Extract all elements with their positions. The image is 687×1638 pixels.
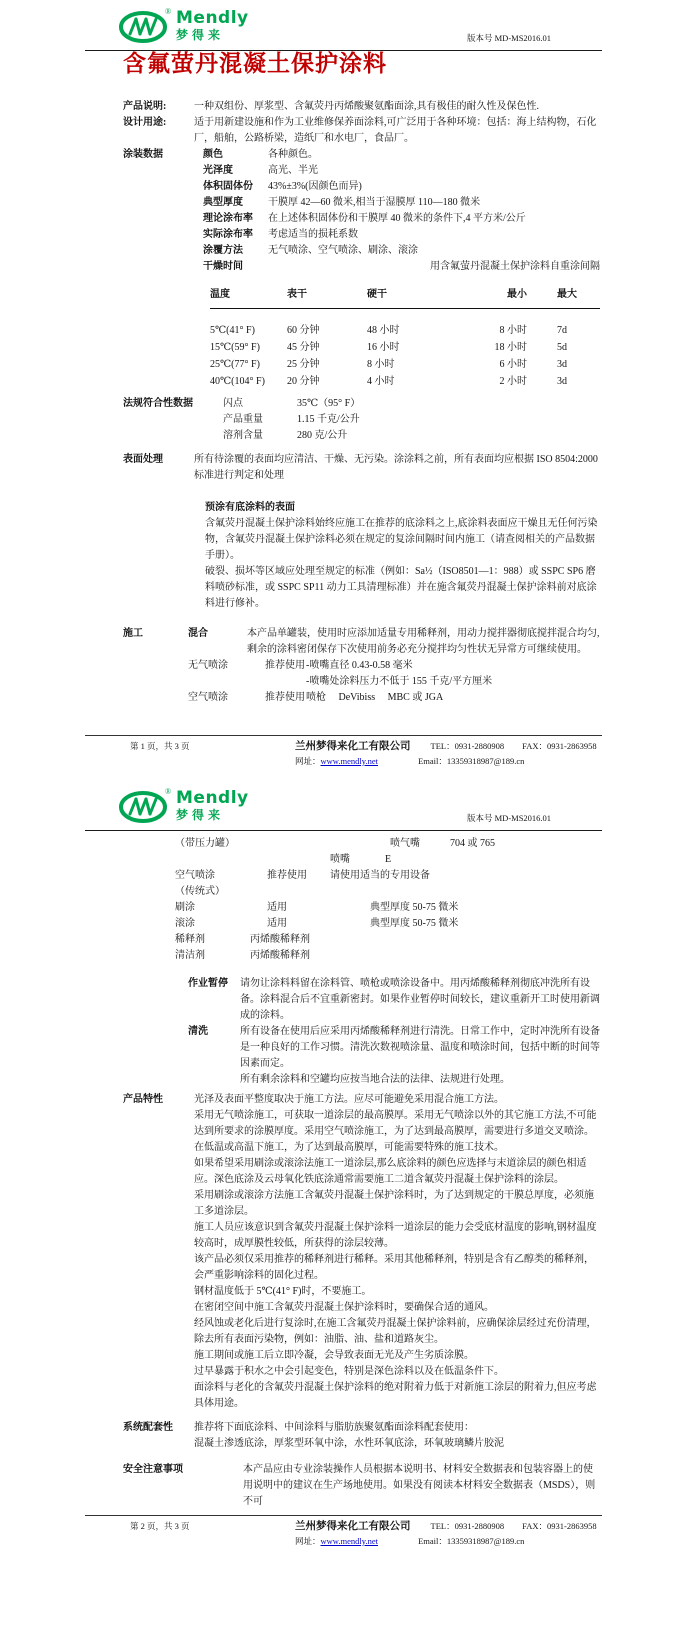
- product-features-list: [194, 1092, 600, 1412]
- nozzle-value: E: [385, 854, 392, 865]
- thinner-row: [0, 932, 687, 948]
- page-2: [0, 780, 687, 1638]
- system-text-2: 混凝土渗透底涂，厚浆型环氧中涂，水性环氧底涂，环氧玻璃鳞片胶泥: [194, 1438, 504, 1449]
- version-label: 版本号 MD-MS2016.01: [467, 813, 552, 823]
- page-1: [0, 0, 687, 780]
- spec-key: 干燥时间: [203, 261, 243, 272]
- cell-min: 6 小时: [499, 359, 527, 370]
- email: Email：13359318987@189.cn: [418, 756, 525, 766]
- company-name: 兰州梦得来化工有限公司: [295, 741, 411, 752]
- drying-table-header: [210, 287, 600, 309]
- intended-use-row: [0, 115, 687, 147]
- recommended-label: 推荐使用: [265, 692, 305, 703]
- cell-temp: 15℃(59° F): [210, 342, 260, 353]
- spec-value: 在上述体积固体份和干膜厚 40 微米的条件下,4 平方米/公斤: [268, 213, 526, 224]
- coating-data-values: [194, 147, 600, 275]
- cell-temp: 25℃(77° F): [210, 359, 260, 370]
- cell-min: 8 小时: [499, 325, 527, 336]
- surface-prep-value: 所有待涂覆的表面均应清洁、干燥、无污染。涂涂料之前，所有表面均应根据 ISO 8504:2000 标准进行判定和处理: [194, 454, 598, 481]
- cleaner-value: 丙烯酸稀释剂: [250, 950, 310, 961]
- col-min: 最小: [507, 289, 527, 300]
- application-mix-row: [0, 626, 687, 658]
- cell-temp: 40℃(104° F): [210, 376, 265, 387]
- mendly-logo: [119, 785, 249, 825]
- tel: TEL：0931-2880908: [430, 1521, 505, 1531]
- spec-key: 闪点: [223, 398, 243, 409]
- spec-key: 产品重量: [223, 414, 263, 425]
- cell-touch: 25 分钟: [287, 359, 320, 370]
- mix-text: 本产品单罐装，使用时应添加适量专用稀释剂，用动力搅拌器彻底搅拌混合均匀,剩余的涂料密闭保存下次使用前务必充分搅拌均匀性状无异常方可继续使用。: [247, 628, 600, 655]
- system-compatibility-text: [194, 1420, 600, 1452]
- suitable-label: 适用: [267, 902, 287, 913]
- airless-values: [306, 658, 600, 690]
- brush-row: [0, 900, 687, 916]
- website-label: 网址：: [295, 756, 321, 766]
- application-label: 施工: [123, 628, 143, 639]
- cell-hard: 8 小时: [367, 359, 395, 370]
- feature-paragraph: 采用刷涂或滚涂方法施工含氟荧丹混凝土保护涂料时，为了达到规定的干膜总厚度，必须施工多道涂层。: [194, 1190, 594, 1217]
- website-link[interactable]: www.mendly.net: [320, 1536, 378, 1546]
- intended-use-value: 适于用新建设施和作为工业维修保养面涂料,可广泛用于各种环境：包括：海上结构物，石化厂，船舶，公路桥梁，造纸厂和水电厂，食品厂。: [194, 117, 597, 144]
- col-touch-dry: 表干: [287, 289, 307, 300]
- spec-row-drying-time: [194, 259, 600, 275]
- spec-value: 干膜厚 42—60 微米,相当于湿膜厚 110—180 微米: [268, 197, 481, 208]
- spec-key: 光泽度: [203, 165, 233, 176]
- product-description-row: [0, 99, 687, 115]
- cleaning-text-block: [240, 1024, 600, 1088]
- cleaning-text-1: 所有设备在使用后应采用丙烯酸稀释剂进行清洗。日常工作中，定时冲洗所有设备是一种良好的工作习惯。清洗次数视喷涂量、温度和喷涂时间，包括中断的时间等因素而定。: [240, 1026, 600, 1069]
- roller-label: 滚涂: [175, 918, 195, 929]
- feature-paragraph: 施工期间或施工后立即冷凝，会导致表面无光及产生劣质涂膜。: [194, 1350, 474, 1361]
- drying-table: [210, 287, 600, 390]
- feature-paragraph: 如果希望采用刷涂或滚涂法施工一道涂层,那么底涂料的颜色应选择与末道涂层的颜色相适应。深色底涂及云母氧化铁底涂通常需要施工二道含氟荧丹混凝土保护涂料的涂层。: [194, 1158, 587, 1185]
- suitable-label: 适用: [267, 918, 287, 929]
- company-name: 兰州梦得来化工有限公司: [295, 1521, 411, 1532]
- feature-paragraph: 过早暴露于积水之中会引起变色，特别是深色涂料以及在低温条件下。: [194, 1366, 504, 1377]
- nozzle-row: [0, 852, 687, 868]
- spec-key: 理论涂布率: [203, 213, 253, 224]
- thinner-label: 稀释剂: [175, 934, 205, 945]
- brand-text: [176, 7, 249, 42]
- pressure-pot-label: （带压力罐）: [175, 838, 235, 849]
- website-link[interactable]: www.mendly.net: [320, 756, 378, 766]
- spec-value: 各种颜色。: [268, 149, 318, 160]
- airless-nozzle-size: -喷嘴直径 0.43-0.58 毫米: [306, 660, 413, 671]
- feature-paragraph: 光泽及表面平整度取决于施工方法。应尽可能避免采用混合施工方法。: [194, 1094, 504, 1105]
- surface-prep-label: 表面处理: [123, 454, 163, 465]
- feature-paragraph: 该产品必须仅采用推荐的稀释剂进行稀释。采用其他稀释剂，特别是含有乙醇类的稀释剂，会严重影响涂料的固化过程。: [194, 1254, 594, 1281]
- feature-paragraph: 施工人员应该意识到含氟荧丹混凝土保护涂料一道涂层的能力会受底材温度的影响,钢材温度较高时，成厚膜性较低，所获得的涂层较薄。: [194, 1222, 597, 1249]
- spec-row-theoretical-rate: [194, 211, 600, 227]
- spec-value: 35℃（95° F）: [297, 398, 361, 409]
- page-1-content: [0, 99, 687, 706]
- fax: FAX：0931-2863958: [522, 741, 597, 751]
- roller-row: [0, 916, 687, 932]
- pressure-pot-row: [0, 836, 687, 852]
- spec-value: 1.15 千克/公升: [297, 414, 360, 425]
- spec-row-gloss: [194, 163, 600, 179]
- product-description-label: 产品说明:: [123, 101, 167, 112]
- tel: TEL：0931-2880908: [430, 741, 505, 751]
- coating-data-label: 涂装数据: [123, 149, 163, 160]
- precoat-paragraph-2: 破裂、损坏等区域应处理至规定的标准（例如：Sa½（ISO8501—1：988）或 SSPC SP6 磨料喷砂标准，或 SSPC SP11 动力工具清理标准）并在施含氟荧丹混凝土保护涂料前对底涂料进行修补。: [205, 566, 597, 609]
- feature-paragraph: 面涂料与老化的含氟荧丹混凝土保护涂料的绝对附着力低于对新施工涂层的附着力,但应考虑具体用途。: [194, 1382, 597, 1409]
- cleaning-label: 清洗: [188, 1026, 208, 1037]
- cleaner-label: 清洁剂: [175, 950, 205, 961]
- brush-label: 刷涂: [175, 902, 195, 913]
- brush-thickness: 典型厚度 50-75 微米: [370, 902, 459, 913]
- brand-name: Mendly: [176, 7, 249, 28]
- surface-prep-row: [0, 452, 687, 484]
- airspray-gun: 喷枪 DeVibiss MBC 或 JGA: [306, 692, 444, 703]
- precoat-block: [205, 500, 600, 612]
- cell-max: 7d: [557, 325, 567, 336]
- airspray-label: 空气喷涂: [188, 692, 228, 703]
- system-text-1: 推荐将下面底涂料、中间涂料与脂肪族聚氨酯面涂料配套使用：: [194, 1422, 474, 1433]
- col-hard-dry: 硬干: [367, 289, 387, 300]
- spec-key: 溶剂含量: [223, 430, 263, 441]
- spec-key: 典型厚度: [203, 197, 243, 208]
- airless-label: 无气喷涂: [188, 660, 228, 671]
- recommended-label: 推荐使用: [265, 660, 305, 671]
- cleaning-text-2: 所有剩余涂料和空罐均应按当地合法的法律、法规进行处理。: [240, 1074, 510, 1085]
- spec-value: 高光、半光: [268, 165, 318, 176]
- nozzle-label: 喷嘴: [330, 854, 350, 865]
- air-nozzle-value: 704 或 765: [450, 838, 495, 849]
- footer-rule: [85, 1515, 602, 1516]
- regulatory-data-label: 法规符合性数据: [123, 398, 193, 409]
- spec-row-solids: [194, 179, 600, 195]
- cell-hard: 48 小时: [367, 325, 400, 336]
- col-max: 最大: [557, 289, 577, 300]
- drying-time-note: 用含氟萤丹混凝土保护涂料自重涂间隔: [430, 261, 600, 272]
- product-description-value: 一种双组份、厚浆型、含氟荧丹丙烯酸聚氨酯面涂,具有极佳的耐久性及保色性.: [194, 101, 539, 112]
- conventional-label: （传统式）: [175, 886, 225, 897]
- brand-name: Mendly: [176, 787, 249, 808]
- spec-row-flashpoint: [223, 396, 600, 412]
- cell-hard: 4 小时: [367, 376, 395, 387]
- cell-min: 18 小时: [494, 342, 527, 353]
- brand-chinese: 梦得来: [176, 807, 225, 822]
- spec-value: 考虑适当的损耗系数: [268, 229, 358, 240]
- safety-label: 安全注意事项: [123, 1464, 183, 1475]
- doc-title: 含氟萤丹混凝土保护涂料: [123, 51, 387, 76]
- website-label: 网址：: [295, 1536, 321, 1546]
- airspray-equipment: 请使用适当的专用设备: [330, 870, 430, 881]
- cell-touch: 20 分钟: [287, 376, 320, 387]
- feature-paragraph: 经风蚀或老化后进行复涂时,在施工含氟荧丹混凝土保护涂料前，应确保涂层经过充份清理，除去所有表面污染物，例如：油脂、油、盐和道路灰尘。: [194, 1318, 597, 1345]
- brand-text: [176, 787, 249, 822]
- mendly-logo: [119, 5, 249, 45]
- system-compatibility-row: [0, 1420, 687, 1452]
- page-2-content: [0, 836, 687, 1510]
- airless-spray-row: [0, 658, 687, 690]
- feature-paragraph: 钢材温度低于 5℃(41° F)时，不要施工。: [194, 1286, 372, 1297]
- header-rule: [85, 830, 602, 831]
- table-row: [210, 373, 600, 390]
- intended-use-label: 设计用途:: [123, 117, 167, 128]
- cleaning-row: [0, 1024, 687, 1088]
- footer-rule: [85, 735, 602, 736]
- cell-max: 3d: [557, 359, 567, 370]
- air-nozzle-label: 喷气嘴: [390, 838, 420, 849]
- thinner-value: 丙烯酸稀释剂: [250, 934, 310, 945]
- mix-label: 混合: [188, 628, 208, 639]
- safety-text: 本产品应由专业涂装操作人员根据本说明书、材料安全数据表和包装容器上的使用说明中的建议在生产场地使用。如果没有阅读本材料安全数据表（MSDS），则不可: [243, 1464, 596, 1507]
- cell-hard: 16 小时: [367, 342, 400, 353]
- spec-value: 无气喷涂、空气喷涂、刷涂、滚涂: [268, 245, 418, 256]
- cell-max: 5d: [557, 342, 567, 353]
- product-features-label: 产品特性: [123, 1094, 163, 1105]
- spec-row-color: [194, 147, 600, 163]
- spec-key: 体积固体份: [203, 181, 253, 192]
- registered-mark: ®: [165, 7, 172, 16]
- work-pause-row: [0, 976, 687, 1024]
- air-spray-conventional-row: [0, 868, 687, 884]
- precoat-paragraph-1: 含氟荧丹混凝土保护涂料始终应施工在推荐的底涂料之上,底涂料表面应干燥且无任何污染物，含氟荧丹混凝土保护涂料必须在规定的复涂间隔时间内施工（请查阅相关的产品数据手册）。: [205, 518, 598, 561]
- conventional-label-row: [0, 884, 687, 900]
- cell-max: 3d: [557, 376, 567, 387]
- table-row: [210, 356, 600, 373]
- precoat-heading: 预涂有底涂料的表面: [205, 502, 295, 513]
- work-pause-text: 请勿让涂料料留在涂料管、喷枪或喷涂设备中。用丙烯酸稀释剂彻底冲洗所有设备。涂料混合后不宜重新密封。如果作业暂停时间较长，建议重新开工时使用新调成的涂料。: [240, 978, 600, 1021]
- cell-temp: 5℃(41° F): [210, 325, 255, 336]
- cell-touch: 60 分钟: [287, 325, 320, 336]
- spec-key: 涂覆方法: [203, 245, 243, 256]
- cell-touch: 45 分钟: [287, 342, 320, 353]
- registered-mark: ®: [165, 787, 172, 796]
- spec-key: 实际涂布率: [203, 229, 253, 240]
- recommended-label: 推荐使用: [267, 870, 307, 881]
- table-row: [210, 339, 600, 356]
- spec-row-methods: [194, 243, 600, 259]
- col-temperature: 温度: [210, 289, 230, 300]
- mendly-logo-mark: [119, 785, 173, 825]
- cleaner-row: [0, 948, 687, 964]
- spec-row-weight: [223, 412, 600, 428]
- spec-row-practical-rate: [194, 227, 600, 243]
- regulatory-data-values: [223, 396, 600, 444]
- product-features-row: [0, 1092, 687, 1412]
- spec-key: 颜色: [203, 149, 223, 160]
- fax: FAX：0931-2863958: [522, 1521, 597, 1531]
- footer-page-1: [0, 735, 687, 768]
- airless-pressure: -喷嘴处涂料压力不低于 155 千克/平方厘米: [306, 676, 493, 687]
- page-indicator: 第 2 页，共 3 页: [130, 1521, 190, 1531]
- regulatory-data-row: [0, 396, 687, 444]
- feature-paragraph: 采用无气喷涂施工，可获取一道涂层的最高膜厚。采用无气喷涂以外的其它施工方法,不可能达到所要求的涂膜厚度。采用空气喷涂施工，为了达到最高膜厚，需要进行多道交叉喷涂。在低温或高温下施工，为了达到最高膜厚，可能需要特殊的施工技术。: [194, 1110, 597, 1153]
- version-label: 版本号 MD-MS2016.01: [467, 33, 552, 43]
- footer-page-2: [0, 1515, 687, 1548]
- page-indicator: 第 1 页，共 3 页: [130, 741, 190, 751]
- spec-row-thickness: [194, 195, 600, 211]
- airspray-label: 空气喷涂: [175, 870, 215, 881]
- feature-paragraph: 在密闭空间中施工含氟荧丹混凝土保护涂料时，要确保合适的通风。: [194, 1302, 494, 1313]
- coating-data-row: [0, 147, 687, 275]
- brand-chinese: 梦得来: [176, 27, 225, 42]
- air-spray-row: [0, 690, 687, 706]
- system-compatibility-label: 系统配套性: [123, 1422, 173, 1433]
- spec-value: 280 克/公升: [297, 430, 348, 441]
- safety-row: [0, 1462, 687, 1510]
- spec-value: 43%±3%(因颜色而异): [268, 181, 362, 192]
- roller-thickness: 典型厚度 50-75 微米: [370, 918, 459, 929]
- cell-min: 2 小时: [499, 376, 527, 387]
- mendly-logo-mark: [119, 5, 173, 45]
- table-row: [210, 322, 600, 339]
- email: Email：13359318987@189.cn: [418, 1536, 525, 1546]
- work-pause-label: 作业暂停: [188, 978, 228, 989]
- spec-row-solvent: [223, 428, 600, 444]
